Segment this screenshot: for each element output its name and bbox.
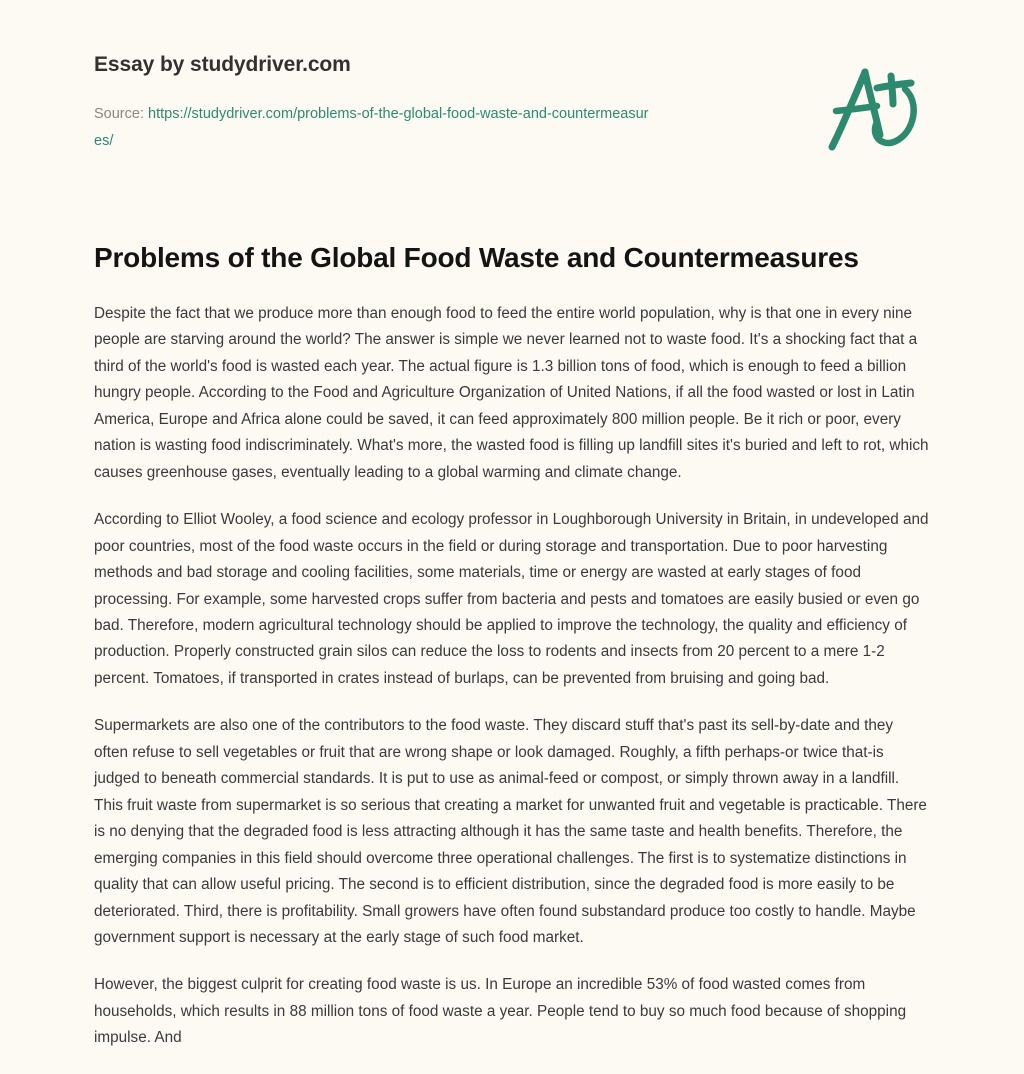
byline: Essay by studydriver.com bbox=[94, 53, 351, 76]
page-title: Problems of the Global Food Waste and Countermeasures bbox=[94, 242, 859, 273]
paragraph: Despite the fact that we produce more than enough food to feed the entire world population, why is that one in every nine people are starving around the world? The answer is simple we never learned not to waste food. It's a shocking fact that a third of the world's food is wasted each year. The actual figure is 1.3 billion tons of food, which is enough to feed a billion hungry people. According to the Food and Agriculture Organization of United Nations, if all the food wasted or lost in Latin America, Europe and Africa alone could be saved, it can feed approximately 800 million people. Be it rich or poor, every nation is wasting food indiscriminately. What's more, the wasted food is filling up landfill sites it's buried and left to rot, which causes greenhouse gases, eventually leading to a global warming and climate change. bbox=[94, 305, 929, 481]
a-plus-logo-icon bbox=[819, 56, 934, 161]
paragraph: However, the biggest culprit for creating food waste is us. In Europe an incredible 53% of food wasted comes from households, which results in 88 million tons of food waste a year. People tend to buy so much food because of shopping impulse. And bbox=[94, 976, 907, 1047]
document-header bbox=[0, 0, 1024, 160]
source-url-link[interactable]: https://studydriver.com/problems-of-the-global-food-waste-and-countermeasures/ bbox=[94, 106, 649, 149]
source-label: Source: bbox=[94, 106, 144, 123]
source-line bbox=[94, 101, 654, 155]
paragraph: According to Elliot Wooley, a food science and ecology professor in Loughborough University in Britain, in undeveloped and poor countries, most of the food waste occurs in the field or during storage and transportation. Due to poor harvesting methods and bad storage and cooling facilities, some materials, time or energy are wasted at early stages of food processing. For example, some harvested crops suffer from bacteria and pests and tomatoes are easily busied or even go bad. Therefore, modern agricultural technology should be applied to improve the technology, the quality and efficiency of production. Properly constructed grain silos can reduce the loss to rodents and insects from 20 percent to a mere 1-2 percent. Tomatoes, if transported in crates instead of burlaps, can be prevented from bruising and going bad. bbox=[94, 511, 929, 687]
body-copy bbox=[94, 301, 930, 1052]
paragraph: Supermarkets are also one of the contributors to the food waste. They discard stuff that's past its sell-by-date and they often refuse to sell vegetables or fruit that are wrong shape or look damaged. Roughly, a fifth perhaps-or twice that-is judged to beneath commercial standards. It is put to use as animal-feed or compost, or simply thrown away in a landfill. This fruit waste from supermarket is so serious that creating a market for unwanted fruit and vegetable is practicable. There is no denying that the degraded food is less attracting although it has the same taste and health benefits. Therefore, the emerging companies in this field should overcome three operational challenges. The first is to systematize distinctions in quality that can allow useful pricing. The second is to efficient distribution, since the degraded food is more easily to be deteriorated. Third, there is profitability. Small growers have often found substandard produce too costly to handle. Maybe government support is necessary at the early stage of such food market. bbox=[94, 717, 927, 946]
article-body bbox=[0, 240, 1024, 1052]
